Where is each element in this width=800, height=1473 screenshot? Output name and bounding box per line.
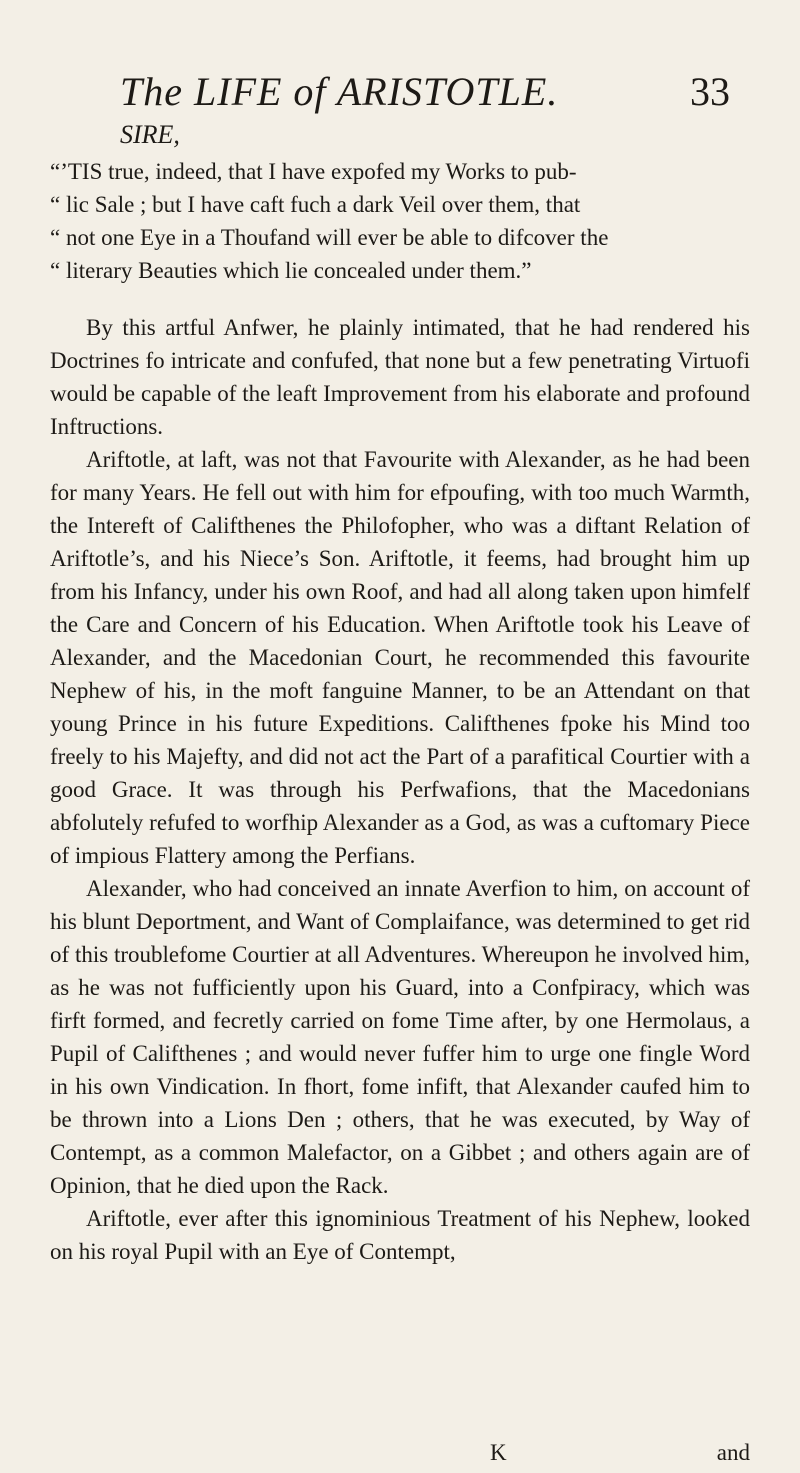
signature-mark: K <box>490 1440 507 1465</box>
quote-line: “ not one Eye in a Thoufand will ever be able to difcover the <box>50 225 609 250</box>
salutation: SIRE, <box>120 120 180 149</box>
page-body <box>50 118 750 1268</box>
paragraph: By this artful Anfwer, he plainly intimated, that he had rendered his Doctrines fo intricate and confufed, that none but a few penetrating Virtuofi would be capable of the leaft Improvement from his elaborate and profound Inftructions. <box>50 315 750 439</box>
quote-line: “ literary Beauties which lie concealed under them.” <box>50 258 532 283</box>
paragraph: Ariftotle, ever after this ignominious Treatment of his Nephew, looked on his royal Pupil with an Eye of Contempt, <box>50 1206 750 1264</box>
quotation <box>50 155 750 287</box>
paragraph: Ariftotle, at laft, was not that Favourite with Alexander, as he had been for many Years. He fell out with him for efpoufing, with too much Warmth, the Intereft of Califthenes the Philofopher, who was a diftant Relation of Ariftotle’s, and his Niece’s Son. Ariftotle, it feems, had brought him up from his Infancy, under his own Roof, and had all along taken upon himfelf the Care and Concern of his Education. When Ariftotle took his Leave of Alexander, and the Macedonian Court, he recommended this favourite Nephew of his, in the moft fanguine Manner, to be an Attendant on that young Prince in his future Expeditions. Califthenes fpoke his Mind too freely to his Majefty, and did not act the Part of a parafitical Courtier with a good Grace. It was through his Perfwafions, that the Macedonians abfolutely refufed to worfhip Alexander as a God, as was a cuftomary Piece of impious Flattery among the Perfians. <box>50 447 750 868</box>
page-number: 33 <box>690 69 730 114</box>
catchword: and <box>716 1440 750 1465</box>
quote-line: “ lic Sale ; but I have caft fuch a dark Veil over them, that <box>50 192 581 217</box>
quote-line: “’TIS true, indeed, that I have expofed my Works to pub- <box>50 159 577 184</box>
paragraph: Alexander, who had conceived an innate Averfion to him, on account of his blunt Deportment, and Want of Complaifance, was determined to get rid of this troublefome Courtier at all Adventures. Whereupon he involved him, as he was not fufficiently upon his Guard, into a Confpiracy, which was firft formed, and fecretly carried on fome Time after, by one Hermolaus, a Pupil of Califthenes ; and would never fuffer him to urge one fingle Word in his own Vindication. In fhort, fome infift, that Alexander caufed him to be thrown into a Lions Den ; others, that he was executed, by Way of Contempt, as a common Malefactor, on a Gibbet ; and others again are of Opinion, that he died upon the Rack. <box>50 876 750 1198</box>
running-head: The LIFE of ARISTOTLE. <box>120 69 559 114</box>
